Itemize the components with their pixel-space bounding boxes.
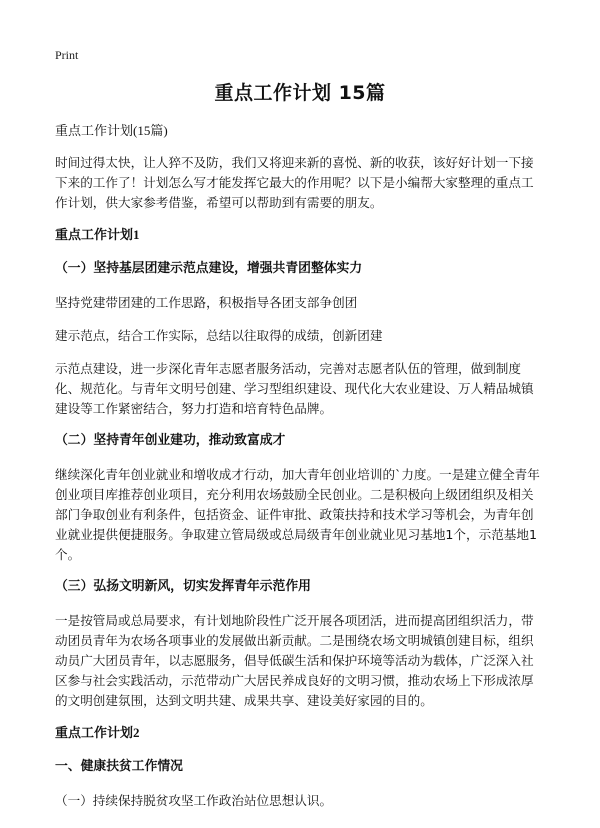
document-subtitle: 重点工作计划(15篇) xyxy=(55,123,168,138)
plan1-section1-heading: （一）坚持基层团建示范点建设，增强共青团整体实力 xyxy=(55,261,363,276)
plan1-section1-paragraph2: 建示范点，结合工作实际，总结以往取得的成绩，创新团建 xyxy=(55,328,383,343)
page-title: 重点工作计划 15篇 xyxy=(214,82,386,104)
document-body xyxy=(55,121,545,811)
plan2-heading: 重点工作计划2 xyxy=(55,725,140,740)
intro-paragraph: 时间过得太快，让人猝不及防，我们又将迎来新的喜悦、新的收获，该好好计划一下接下来的工作了！计划怎么写才能发挥它最大的作用呢？以下是小编帮大家整理的重点工作计划，供大家参考借鉴，希望可以帮助到有需要的朋友。 xyxy=(55,155,534,210)
plan1-section2-paragraph1: 继续深化青年创业就业和增收成才行动，加大青年创业培训的`力度。一是建立健全青年创业项目库推荐创业项目，充分利用农场鼓励全民创业。二是积极向上级团组织及相关部门争取创业有利条件，包括资金、证件审批、政策扶持和技术学习等机会，为青年创业就业提供便捷服务。争取建立管局级或总局级青年创业就业见习基地1个，示范基地1个。 xyxy=(55,467,540,562)
plan1-heading: 重点工作计划1 xyxy=(55,227,140,242)
plan2-section1-heading: 一、健康扶贫工作情况 xyxy=(55,759,183,774)
plan1-section1-paragraph1: 坚持党建带团建的工作思路，积极指导各团支部争创团 xyxy=(55,295,358,310)
plan1-section2-heading: （二）坚持青年创业建功，推动致富成才 xyxy=(55,433,286,448)
plan2-section1-item1: （一）持续保持脱贫攻坚工作政治站位思想认识。 xyxy=(55,793,333,808)
print-label: Print xyxy=(55,48,79,62)
plan1-section1-paragraph3: 示范点建设，进一步深化青年志愿者服务活动，完善对志愿者队伍的管理，做到制度化、规范化。与青年文明号创建、学习型组织建设、现代化大农业建设、万人精品城镇建设等工作紧密结合，努力打造和培育特色品牌。 xyxy=(55,361,534,416)
plan1-section3-heading: （三）弘扬文明新风，切实发挥青年示范作用 xyxy=(55,579,311,594)
plan1-section3-paragraph1: 一是按管局或总局要求，有计划地阶段性广泛开展各项团活，进而提高团组织活力，带动团员青年为农场各项事业的发展做出新贡献。二是围绕农场文明城镇创建目标，组织动员广大团员青年，以志愿服务，倡导低碳生活和保护环境等活动为载体，广泛深入社区参与社会实践活动，示范带动广大居民养成良好的文明习惯，推动农场上下形成浓厚的文明创建氛围，达到文明共建、成果共享、建设美好家园的目的。 xyxy=(55,613,534,708)
